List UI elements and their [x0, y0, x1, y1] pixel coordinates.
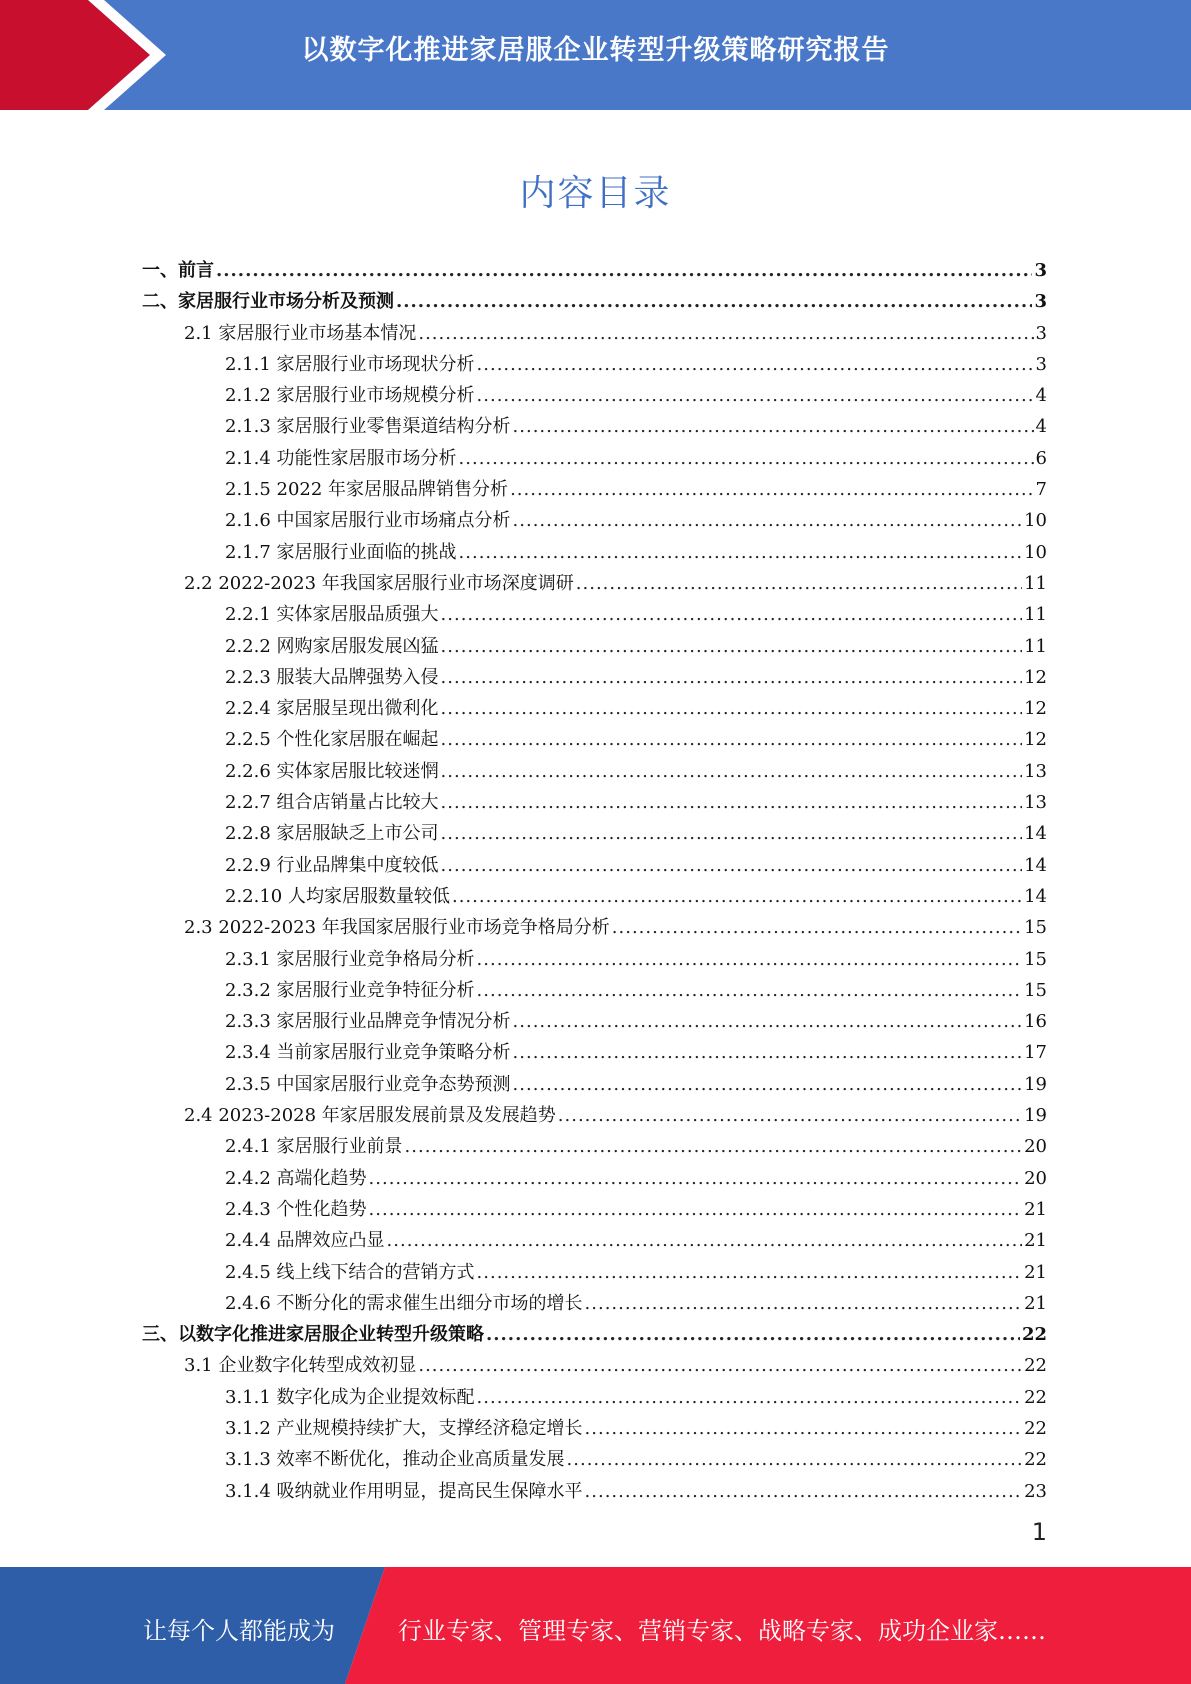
toc-entry-page: 15: [1024, 917, 1047, 939]
toc-entry-title: 2.4.4 品牌效应凸显: [225, 1230, 385, 1252]
toc-entry-page: 16: [1024, 1011, 1047, 1033]
toc-entry[interactable]: [142, 505, 1047, 536]
toc-entry-title: 2.2.7 组合店销量占比较大: [225, 792, 439, 814]
toc-entry-page: 14: [1024, 854, 1047, 876]
toc-leader-dots: [418, 1350, 1022, 1381]
toc-entry-title: 2.2.5 个性化家居服在崛起: [225, 729, 439, 751]
toc-entry-page: 11: [1024, 572, 1047, 594]
toc-entry-page: 12: [1024, 729, 1047, 751]
toc-entry-page: 22: [1024, 1417, 1047, 1439]
toc-leader-dots: [396, 286, 1032, 317]
toc-entry-page: 21: [1024, 1292, 1047, 1314]
toc-entry-title: 2.2.3 服装大品牌强势入侵: [225, 666, 439, 688]
footer-slogan-left: 让每个人都能成为: [143, 1617, 335, 1645]
toc-entry[interactable]: [142, 568, 1047, 599]
toc-entry[interactable]: [142, 1163, 1047, 1194]
toc-entry-title: 2.1 家居服行业市场基本情况: [184, 322, 417, 344]
toc-entry-page: 19: [1024, 1105, 1047, 1127]
toc-entry[interactable]: [142, 1100, 1047, 1131]
toc-entry[interactable]: [142, 912, 1047, 943]
toc-entry-page: 22: [1024, 1386, 1047, 1408]
toc-leader-dots: [441, 756, 1023, 787]
toc-entry[interactable]: [142, 1350, 1047, 1381]
toc-leader-dots: [585, 1476, 1023, 1507]
toc-leader-dots: [510, 474, 1033, 505]
toc-entry-title: 2.4 2023-2028 年家居服发展前景及发展趋势: [184, 1105, 556, 1127]
toc-leader-dots: [513, 1037, 1023, 1068]
toc-entry[interactable]: [142, 662, 1047, 693]
toc-entry-page: 20: [1024, 1167, 1047, 1189]
toc-leader-dots: [216, 255, 1032, 286]
toc-entry-title: 2.4.1 家居服行业前景: [225, 1136, 403, 1158]
toc-entry-title: 2.1.6 中国家居服行业市场痛点分析: [225, 510, 511, 532]
toc-entry[interactable]: [142, 1069, 1047, 1100]
toc-entry-title: 2.1.2 家居服行业市场规模分析: [225, 385, 475, 407]
footer-slogan-right: 行业专家、管理专家、营销专家、战略专家、成功企业家……: [398, 1617, 1046, 1645]
toc-leader-dots: [585, 1413, 1023, 1444]
toc-entry[interactable]: [142, 1288, 1047, 1319]
toc-leader-dots: [477, 1382, 1023, 1413]
toc-leader-dots: [418, 318, 1033, 349]
toc-leader-dots: [441, 631, 1023, 662]
toc-entry-page: 23: [1024, 1480, 1047, 1502]
toc-entry-title: 2.2.2 网购家居服发展凶猛: [225, 635, 439, 657]
toc-entry[interactable]: [142, 255, 1047, 286]
toc-entry[interactable]: [142, 1413, 1047, 1444]
toc-entry-page: 3: [1035, 322, 1047, 344]
toc-entry-page: 7: [1035, 479, 1047, 501]
toc-entry-title: 2.1.1 家居服行业市场现状分析: [225, 353, 475, 375]
toc-entry-title: 2.1.3 家居服行业零售渠道结构分析: [225, 416, 511, 438]
toc-entry-page: 3: [1035, 353, 1047, 375]
toc-entry-page: 12: [1024, 698, 1047, 720]
toc-entry-title: 2.2 2022-2023 年我国家居服行业市场深度调研: [184, 572, 574, 594]
toc-entry-title: 2.3.3 家居服行业品牌竞争情况分析: [225, 1011, 511, 1033]
toc-entry-page: 4: [1035, 416, 1047, 438]
toc-entry-page: 21: [1024, 1261, 1047, 1283]
toc-leader-dots: [441, 787, 1023, 818]
toc-leader-dots: [513, 1006, 1023, 1037]
toc-leader-dots: [513, 1069, 1023, 1100]
toc-leader-dots: [441, 662, 1023, 693]
toc-leader-dots: [558, 1100, 1022, 1131]
toc-entry[interactable]: [142, 1006, 1047, 1037]
toc-entry[interactable]: [142, 599, 1047, 630]
toc-entry-title: 2.3 2022-2023 年我国家居服行业市场竞争格局分析: [184, 917, 610, 939]
header-red-chevron: [0, 0, 150, 110]
toc-leader-dots: [477, 944, 1023, 975]
toc-leader-dots: [459, 537, 1023, 568]
toc-leader-dots: [585, 1288, 1023, 1319]
toc-entry-page: 19: [1024, 1073, 1047, 1095]
toc-entry-title: 2.3.1 家居服行业竞争格局分析: [225, 948, 475, 970]
report-title: 以数字化推进家居服企业转型升级策略研究报告: [301, 35, 890, 66]
toc-entry-title: 2.4.2 高端化趋势: [225, 1167, 367, 1189]
page-number: 1: [1031, 1518, 1047, 1546]
toc-entry-title: 三、以数字化推进家居服企业转型升级策略: [142, 1324, 484, 1346]
toc-entry-page: 4: [1035, 385, 1047, 407]
toc-leader-dots: [567, 1444, 1023, 1475]
toc-entry-title: 2.3.4 当前家居服行业竞争策略分析: [225, 1042, 511, 1064]
toc-entry[interactable]: [142, 818, 1047, 849]
toc-entry-page: 15: [1024, 948, 1047, 970]
toc-entry-page: 13: [1024, 792, 1047, 814]
toc-entry-title: 3.1.3 效率不断优化，推动企业高质量发展: [225, 1449, 565, 1471]
toc-entry[interactable]: [142, 787, 1047, 818]
toc-leader-dots: [477, 975, 1023, 1006]
toc-leader-dots: [612, 912, 1022, 943]
toc-entry-page: 17: [1024, 1042, 1047, 1064]
toc-entry-title: 2.4.6 不断分化的需求催生出细分市场的增长: [225, 1292, 583, 1314]
toc-leader-dots: [441, 818, 1023, 849]
toc-leader-dots: [477, 1257, 1023, 1288]
toc-heading: 内容目录: [519, 173, 672, 214]
toc-entry-title: 2.2.4 家居服呈现出微利化: [225, 698, 439, 720]
toc-entry[interactable]: [142, 693, 1047, 724]
toc-leader-dots: [405, 1131, 1023, 1162]
toc-entry[interactable]: [142, 318, 1047, 349]
toc-entry-title: 3.1.1 数字化成为企业提效标配: [225, 1386, 475, 1408]
toc-leader-dots: [576, 568, 1022, 599]
table-of-contents: [142, 255, 1047, 1507]
toc-entry-page: 12: [1024, 666, 1047, 688]
toc-entry[interactable]: [142, 944, 1047, 975]
toc-entry-title: 2.2.6 实体家居服比较迷惘: [225, 760, 439, 782]
toc-leader-dots: [477, 380, 1034, 411]
toc-entry[interactable]: [142, 1225, 1047, 1256]
toc-entry-page: 3: [1034, 260, 1047, 281]
toc-entry[interactable]: [142, 349, 1047, 380]
header-banner: [0, 0, 1191, 110]
toc-leader-dots: [441, 693, 1023, 724]
toc-leader-dots: [369, 1163, 1023, 1194]
toc-entry-title: 一、前言: [142, 260, 214, 281]
toc-entry-title: 2.1.4 功能性家居服市场分析: [225, 447, 457, 469]
toc-leader-dots: [459, 443, 1034, 474]
toc-entry-title: 2.2.9 行业品牌集中度较低: [225, 854, 439, 876]
toc-leader-dots: [452, 881, 1022, 912]
toc-entry[interactable]: [142, 443, 1047, 474]
toc-entry[interactable]: [142, 631, 1047, 662]
toc-entry-page: 11: [1024, 635, 1047, 657]
toc-leader-dots: [387, 1225, 1023, 1256]
toc-entry-page: 3: [1034, 291, 1047, 313]
toc-entry[interactable]: [142, 286, 1047, 317]
toc-entry[interactable]: [142, 1319, 1047, 1350]
footer-banner: [0, 1567, 1191, 1684]
toc-entry-title: 3.1.2 产业规模持续扩大，支撑经济稳定增长: [225, 1417, 583, 1439]
toc-entry[interactable]: [142, 850, 1047, 881]
toc-entry-title: 2.2.8 家居服缺乏上市公司: [225, 823, 439, 845]
toc-leader-dots: [477, 349, 1034, 380]
toc-entry-page: 15: [1024, 979, 1047, 1001]
toc-entry-title: 2.3.5 中国家居服行业竞争态势预测: [225, 1073, 511, 1095]
toc-entry[interactable]: [142, 975, 1047, 1006]
toc-entry-page: 21: [1024, 1230, 1047, 1252]
toc-entry[interactable]: [142, 380, 1047, 411]
toc-entry-page: 21: [1024, 1198, 1047, 1220]
toc-entry-title: 二、家居服行业市场分析及预测: [142, 291, 394, 313]
toc-leader-dots: [486, 1319, 1020, 1350]
toc-entry[interactable]: [142, 881, 1047, 912]
toc-entry-title: 2.4.3 个性化趋势: [225, 1198, 367, 1220]
toc-leader-dots: [441, 850, 1023, 881]
toc-entry-page: 10: [1024, 541, 1047, 563]
toc-entry[interactable]: [142, 756, 1047, 787]
toc-leader-dots: [513, 505, 1023, 536]
toc-entry-page: 6: [1035, 447, 1047, 469]
toc-leader-dots: [441, 599, 1023, 630]
toc-entry-page: 22: [1024, 1355, 1047, 1377]
toc-leader-dots: [369, 1194, 1023, 1225]
toc-entry-page: 14: [1024, 823, 1047, 845]
toc-entry[interactable]: [142, 1476, 1047, 1507]
toc-entry-title: 2.1.5 2022 年家居服品牌销售分析: [225, 479, 509, 501]
toc-entry-title: 3.1 企业数字化转型成效初显: [184, 1355, 417, 1377]
toc-entry[interactable]: [142, 1194, 1047, 1225]
toc-entry-title: 2.1.7 家居服行业面临的挑战: [225, 541, 457, 563]
toc-entry-page: 14: [1024, 885, 1047, 907]
toc-entry[interactable]: [142, 474, 1047, 505]
toc-entry-title: 2.2.1 实体家居服品质强大: [225, 604, 439, 626]
toc-entry-title: 2.3.2 家居服行业竞争特征分析: [225, 979, 475, 1001]
toc-entry-page: 22: [1024, 1449, 1047, 1471]
toc-entry-title: 2.2.10 人均家居服数量较低: [225, 885, 450, 907]
toc-leader-dots: [441, 724, 1023, 755]
toc-entry-page: 11: [1024, 604, 1047, 626]
toc-entry-title: 3.1.4 吸纳就业作用明显，提高民生保障水平: [225, 1480, 583, 1502]
toc-entry-title: 2.4.5 线上线下结合的营销方式: [225, 1261, 475, 1283]
toc-entry-page: 22: [1021, 1324, 1047, 1346]
toc-entry[interactable]: [142, 411, 1047, 442]
toc-entry[interactable]: [142, 1037, 1047, 1068]
toc-entry-page: 20: [1024, 1136, 1047, 1158]
toc-entry-page: 13: [1024, 760, 1047, 782]
toc-entry[interactable]: [142, 724, 1047, 755]
toc-entry[interactable]: [142, 1257, 1047, 1288]
toc-leader-dots: [513, 411, 1034, 442]
toc-entry[interactable]: [142, 1444, 1047, 1475]
toc-entry[interactable]: [142, 1131, 1047, 1162]
toc-entry[interactable]: [142, 537, 1047, 568]
toc-entry-page: 10: [1024, 510, 1047, 532]
toc-entry[interactable]: [142, 1382, 1047, 1413]
